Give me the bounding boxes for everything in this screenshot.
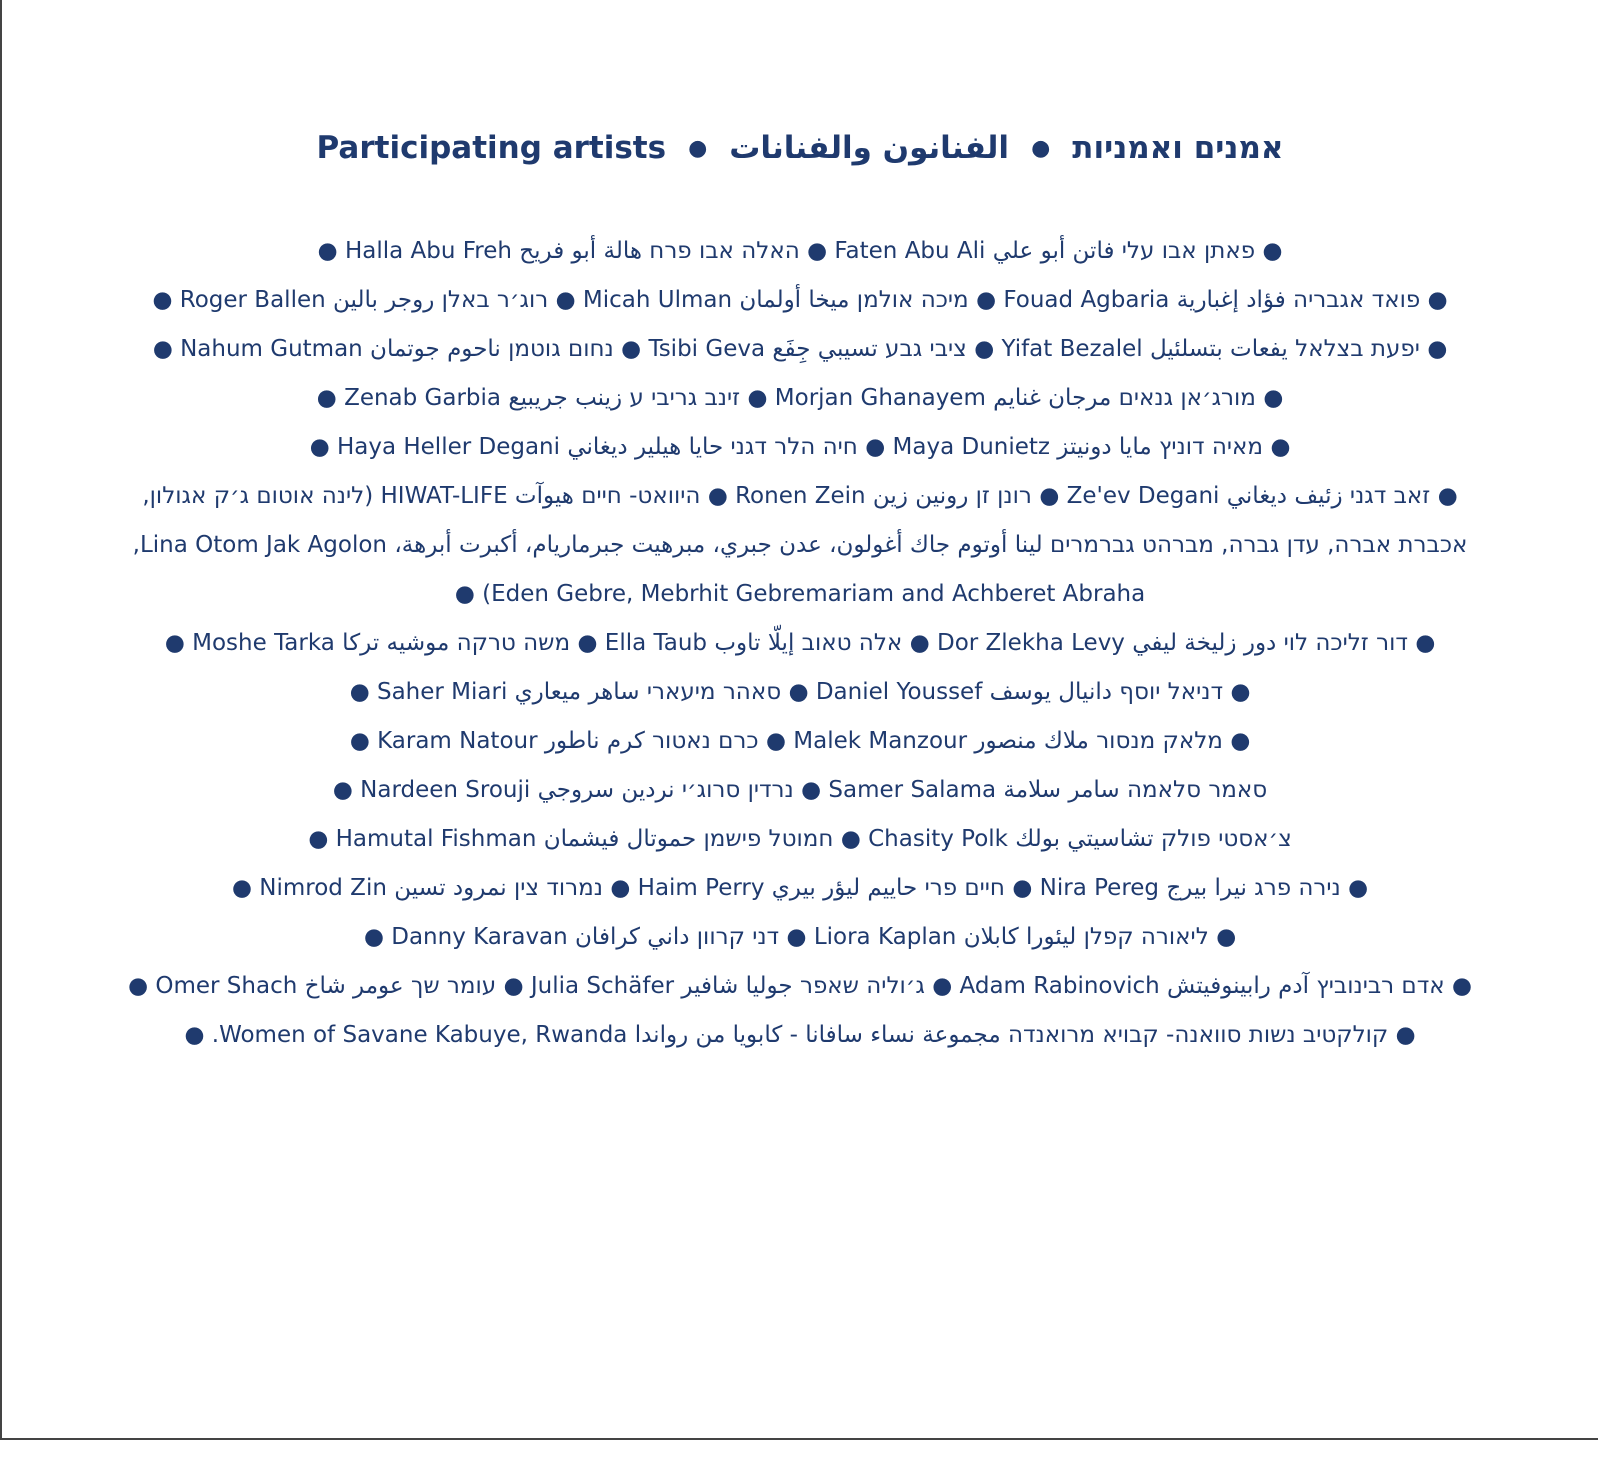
artist-line: אכברת אברה, עדן גברה, מברהט גברמרים لينا أوتوم جاك أغولون، عدن جبري، مبرهيت جبرماريام، أكبرت أبرهة، Lina Otom Jak Agolon, [132,532,1468,558]
artist-line: ● מורג׳אן גנאים مرجان غنايم Morjan Ghanayem ● זינב גריבי ע زينب جريبيع Zenab Garbia ● [316,385,1284,411]
artist-line: Eden Gebre, Mebrhit Gebremariam and Achberet Abraha) ● [454,581,1146,607]
artist-line: צ׳אסטי פולק تشاسيتي بولك Chasity Polk ● חמוטל פישמן حموتال فيشمان Hamutal Fishman ● [308,826,1292,852]
page-heading [2,128,1598,169]
artist-line: סאמר סלאמה سامر سلامة Samer Salama ● נרדין סרוג׳י نردين سروجي Nardeen Srouji ● [332,777,1268,803]
artist-line: ● מאיה דוניץ مايا دونيتز Maya Dunietz ● חיה הלר דגני حايا هيلير ديغاني Haya Heller Degani ● [309,434,1291,460]
artist-line: ● דור זליכה לוי دور زليخة ليفي Dor Zlekha Levy ● אלה טאוב إيلّا تاوب Ella Taub ● משה טרקה موشيه تركا Moshe Tarka ● [164,630,1436,656]
artist-line: ● ליאורה קפלן ليئورا كابلان Liora Kaplan ● דני קרוון داني كرافان Danny Karavan ● [363,924,1237,950]
artist-line: ● פואד אגבריה فؤاد إغبارية Fouad Agbaria ● מיכה אולמן ميخا أولمان Micah Ulman ● רוג׳ר באלן روجر بالين Roger Ballen ● [152,287,1448,313]
heading-hebrew: אמנים ואמניות [1072,130,1284,166]
artist-line: ● נירה פרג نيرا بيرج Nira Pereg ● חיים פרי حاييم ليؤر بيري Haim Perry ● נמרוד צין نمرود تسين Nimrod Zin ● [231,875,1369,901]
artist-list [42,227,1558,1060]
artist-line: ● מלאק מנסור ملاك منصور Malek Manzour ● כרם נאטור كرم ناطور Karam Natour ● [349,728,1251,754]
artist-line: ● דניאל יוסף دانيال يوسف Daniel Youssef ● סאהר מיעארי ساهر ميعاري Saher Miari ● [349,679,1251,705]
artist-line: ● יפעת בצלאל يفعات بتسلئيل Yifat Bezalel ● ציבי גבע تسيبي جِفَع Tsibi Geva ● נחום גוטמן ناحوم جوتمان Nahum Gutman ● [152,336,1448,362]
artist-line: ● פאתן אבו עלי فاتن أبو علي Faten Abu Ali ● האלה אבו פרח هالة أبو فريح Halla Abu Freh ● [317,238,1283,264]
artist-line: ● קולקטיב נשות סוואנה- קבויא מרואנדה مجموعة نساء سافانا - كابويا من رواندا Women of Savane Kabuye, Rwanda. ● [184,1022,1416,1048]
artist-line: ● אדם רבינוביץ آدم رابينوفيتش Adam Rabinovich ● ג׳וליה שאפר جوليا شافير Julia Schäfer ● עומר שך عومر شاخ Omer Shach ● [127,973,1472,999]
heading-arabic: الفنانون والفنانات [729,130,1010,166]
heading-bullet-1: ● [1031,136,1051,161]
heading-bullet-2: ● [688,136,708,161]
heading-english: Participating artists [316,130,667,166]
artist-line: ● זאב דגני زئيف ديغاني Ze'ev Degani ● רונן זן رونين زين Ronen Zein ● היוואט- חיים هيوآت HIWAT-LIFE (לינה אוטום ג׳ק אגולון, [142,483,1458,509]
